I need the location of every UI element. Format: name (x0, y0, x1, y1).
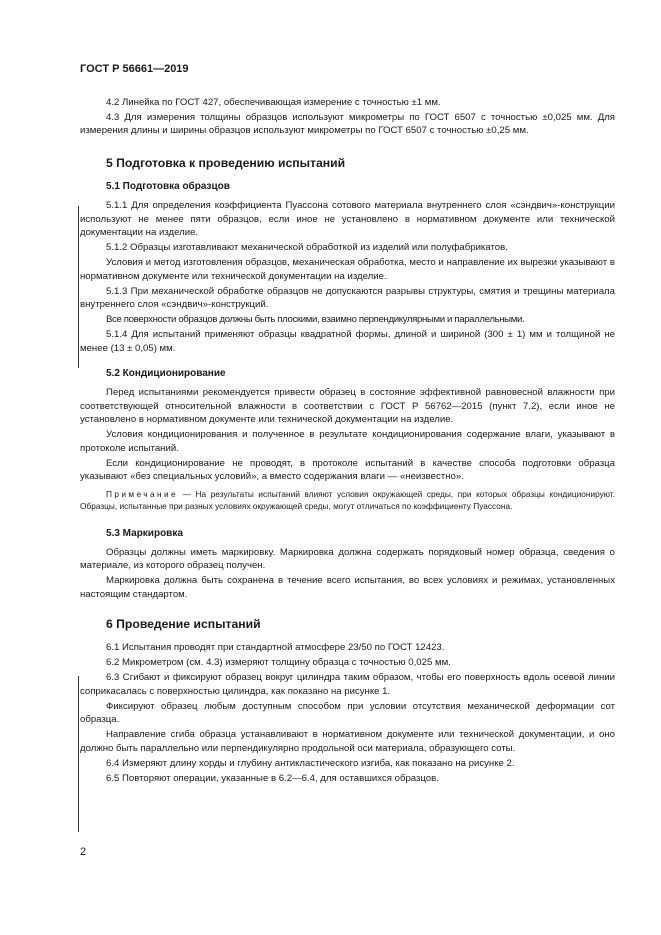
document-header: ГОСТ Р 56661—2019 (80, 63, 189, 75)
section-6-title: 6 Проведение испытаний (106, 617, 261, 632)
paragraph: Направление сгиба образца устанавливают в нормативном документе или технической документации, и оно должно быть параллельно или перпендикулярно продольной оси материала, образующего соты. (80, 729, 615, 754)
paragraph: Условия кондиционирования и полученное в результате кондиционирования содержание влаги, указывают в протоколе испытаний. (80, 429, 615, 454)
paragraph: Образцы должны иметь маркировку. Маркировка должна содержать порядковый номер образца, сведения о материале, из которого образец получен. (80, 546, 615, 572)
paragraph: Все поверхности образцов должны быть плоскими, взаимно перпендикулярными и параллельными. (106, 314, 525, 326)
section-5-title: 5 Подготовка к проведению испытаний (106, 156, 346, 171)
paragraph: Условия и метод изготовления образцов, механическая обработка, место и направление их вырезки указывают в нормативном документе или технической документации на изделие. (80, 257, 615, 282)
subsection-5-3-title: 5.3 Маркировка (106, 527, 183, 539)
paragraph-4-3: 4.3 Для измерения толщины образцов используют микрометры по ГОСТ 6507 с точностью ±0,025 мм. Для измерения длины и ширины образцов используют микрометры по ГОСТ 6507 с точностью ±0,25 мм. (80, 111, 615, 137)
paragraph-4-2: 4.2 Линейка по ГОСТ 427, обеспечивающая измерение с точностью ±1 мм. (106, 97, 441, 108)
change-bar (78, 206, 79, 368)
paragraph-6-1: 6.1 Испытания проводят при стандартной атмосфере 23/50 по ГОСТ 12423. (106, 642, 445, 654)
paragraph: Фиксируют образец любым доступным способом при условии отсутствия механической деформации сот образца. (80, 700, 615, 726)
paragraph: Если кондиционирование не проводят, в протоколе испытаний в качестве способа подготовки образца указывают «без специальных условий», а вместо содержания влаги — «неизвестно». (80, 457, 615, 483)
paragraph-6-2: 6.2 Микрометром (см. 4.3) измеряют толщину образца с точностью 0,025 мм. (106, 657, 451, 669)
note-label: Примечание (106, 489, 179, 500)
note (80, 489, 615, 513)
paragraph-6-5: 6.5 Повторяют операции, указанные в 6.2—6.4, для оставшихся образцов. (106, 772, 439, 784)
paragraph-6-3: 6.3 Сгибают и фиксируют образец вокруг цилиндра таким образом, чтобы его поверхность вдоль осевой линии соприкасалась с поверхностью цилиндра, как показано на рисунке 1. (80, 672, 615, 697)
paragraph-6-4: 6.4 Измеряют длину хорды и глубину антикластического изгиба, как показано на рисунке 2. (106, 757, 515, 769)
paragraph: Маркировка должна быть сохранена в течение всего испытания, во всех условиях и режимах, установленных настоящим стандартом. (80, 575, 615, 600)
subsection-5-2-title: 5.2 Кондиционирование (106, 368, 226, 380)
paragraph-5-1-3: 5.1.3 При механической обработке образцов не допускаются разрывы структуры, смятия и трещины материала внутреннего слоя «сэндвич»-конструкций. (80, 285, 615, 311)
page-number: 2 (80, 846, 87, 858)
paragraph-5-1-1: 5.1.1 Для определения коэффициента Пуассона сотового материала внутреннего слоя «сэндвич»-конструкции используют не менее пяти образцов, если иное не установлено в нормативном документе или технической документации на изделие. (80, 200, 615, 239)
document-body (80, 96, 615, 786)
change-bar (78, 676, 79, 832)
note-text: — На результаты испытаний влияют условия окружающей среды, при которых образцы кондиционируют. Образцы, испытанные при разных условиях окружающей среды, могут отличаться по коэффициенту Пуассона. (80, 489, 615, 511)
paragraph-5-1-4: 5.1.4 Для испытаний применяют образцы квадратной формы, длиной и шириной (300 ± 1) мм и толщиной не менее (13 ± 0,05) мм. (80, 328, 615, 354)
paragraph-5-1-2: 5.1.2 Образцы изготавливают механической обработкой из изделий или полуфабрикатов. (106, 242, 508, 254)
subsection-5-1-title: 5.1 Подготовка образцов (106, 181, 230, 193)
paragraph: Перед испытаниями рекомендуется привести образец в состояние эффективной равновесной влажности при соответствующей относительной влажности в соответствии с ГОСТ Р 56762—2015 (пункт 7.2), если иное не установлено в нормативном документе или технической документации на изделие. (80, 387, 615, 426)
